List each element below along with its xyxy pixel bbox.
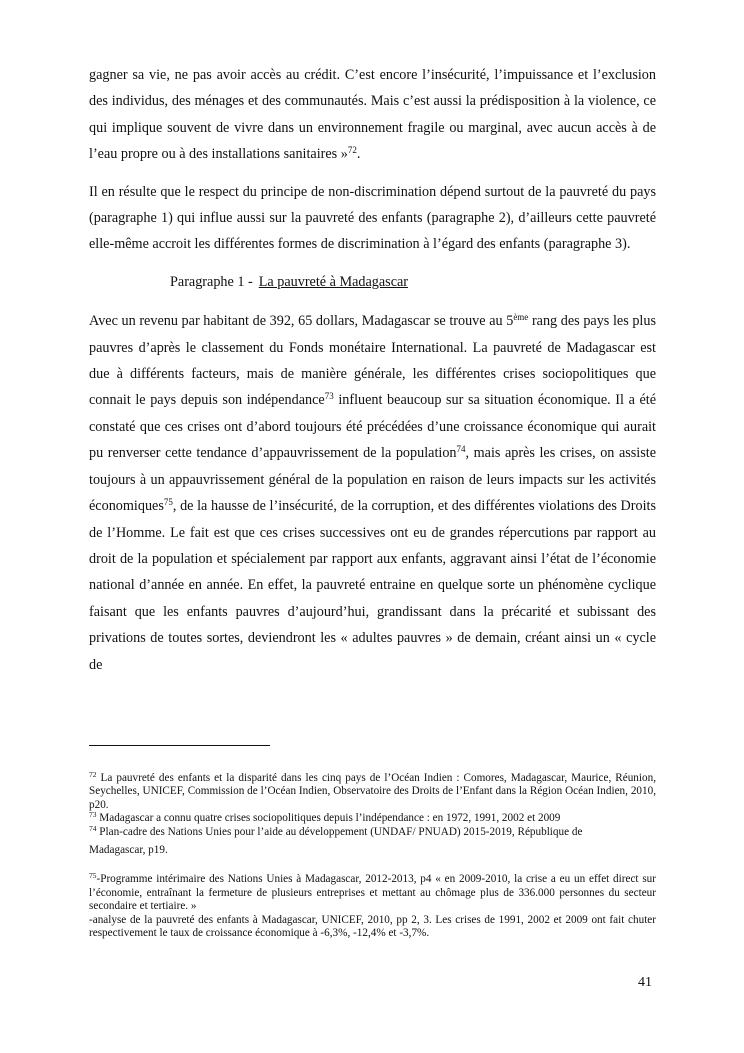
section-heading: [89, 269, 656, 295]
section-heading-label: Paragraphe 1 -: [170, 273, 253, 290]
footnote-text: La pauvreté des enfants et la disparité dans les cinq pays de l’Océan Indien : Comores, Madagascar, Maurice, Réunion, Seychelles, UNICEF, Commission de l’Océan Indien, Observatoire des Droits de l’Enfant dans la Région Océan Indien, 2010, p20.: [89, 772, 656, 811]
paragraph-poverty: [89, 308, 656, 678]
paragraph-text: influent beaucoup sur sa situation économique. Il a été constaté que ces crises ont d’abord toujours été précédées d’une croissance économique qui aurait pu renverser cette tendance d’appauvrissement de la population: [89, 392, 656, 462]
footnote-number: 74: [89, 823, 97, 833]
paragraph-intro-quote: [89, 62, 656, 168]
footnote-text: -Programme intérimaire des Nations Unies à Madagascar, 2012-2013, p4 « en 2009-2010, la crise a eu un effet direct sur l’économie, entraînant la fermeture de plusieurs entreprises et mettant au chômage plus de 336.000 personnes du secteur secondaire et tertiaire. »: [89, 873, 656, 913]
footnote-number: 73: [89, 810, 97, 820]
footnote-74-continued: Madagascar, p19.: [89, 844, 168, 857]
paragraph-text: gagner sa vie, ne pas avoir accès au crédit. C’est encore l’insécurité, l’impuissance et l’exclusion des individus, des ménages et des communautés. Mais c’est aussi la prédisposition à la violence, ce qui implique souvent de vivre dans un environnement fragile ou marginal, avec aucun accès à de l’eau propre ou à des installations sanitaires »: [89, 67, 656, 163]
footnote-separator: [89, 745, 270, 746]
footnote-ref-75[interactable]: 75: [163, 497, 173, 508]
footnote-number: 75: [89, 871, 97, 881]
footnote-ref-73[interactable]: 73: [324, 391, 334, 402]
footnote-ref-74[interactable]: 74: [456, 444, 466, 455]
paragraph-text: , de la hausse de l’insécurité, de la corruption, et des différentes violations des Droits de l’Homme. Le fait est que ces crises successives ont eu de grandes répercutions par rapport au droit de la population et spécialement par rapport aux enfants, aggravant ainsi l’état de l’économie national d’année en année. En effet, la pauvreté entraine en quelque sorte un phénomène cyclique faisant que les enfants pauvres d’aujourd’hui, grandissant dans la précarité et subissant des privations de toutes sortes, deviendront les « adultes pauvres » de demain, créant ainsi un « cycle de: [89, 498, 656, 673]
ordinal-superscript: ème: [513, 312, 529, 323]
footnote-text: Madagascar a connu quatre crises sociopolitiques depuis l’indépendance : en 1972, 1991, 2002 et 2009: [96, 812, 561, 825]
footnote-text: Plan-cadre des Nations Unies pour l’aide au développement (UNDAF/ PNUAD) 2015-2019, République de: [96, 825, 583, 838]
page-number: 41: [638, 975, 652, 990]
footnote-number: 72: [89, 770, 97, 779]
footnote-75-continued: -analyse de la pauvreté des enfants à Madagascar, UNICEF, 2010, pp 2, 3. Les crises de 1991, 2002 et 2009 ont fait chuter respectivement le taux de croissance économique à -6,3%, -12,4% et -3,7%.: [89, 913, 656, 940]
footnote-ref-72[interactable]: 72: [347, 145, 357, 156]
paragraph-text: Avec un revenu par habitant de 392, 65 dollars, Madagascar se trouve au 5: [89, 313, 514, 330]
page-body: [89, 62, 656, 689]
paragraph-text: , mais après les crises, on assiste toujours à un appauvrissement général de la population en raison de leurs impacts sur les activités économiques: [89, 445, 656, 515]
paragraph-summary: Il en résulte que le respect du principe de non-discrimination dépend surtout de la pauvreté du pays (paragraphe 1) qui influe aussi sur la pauvreté des enfants (paragraphe 2), d’ailleurs cette pauvreté elle-même accroit les différentes formes de discrimination à l’égard des enfants (paragraphe 3).: [89, 183, 656, 253]
footnotes: [89, 772, 656, 940]
footnote-74: [89, 823, 656, 839]
footnote-75: [89, 873, 656, 913]
section-heading-title: La pauvreté à Madagascar: [258, 273, 409, 290]
paragraph-text: rang des pays les plus pauvres d’après le classement du Fonds monétaire International. La pauvreté de Madagascar est due à différents facteurs, mais de manière générale, les différentes crises sociopolitiques que connait le pays depuis son indépendance: [89, 313, 656, 409]
paragraph-text-end: .: [356, 146, 361, 163]
footnote-73: [89, 812, 656, 825]
footnote-72: [89, 772, 656, 812]
